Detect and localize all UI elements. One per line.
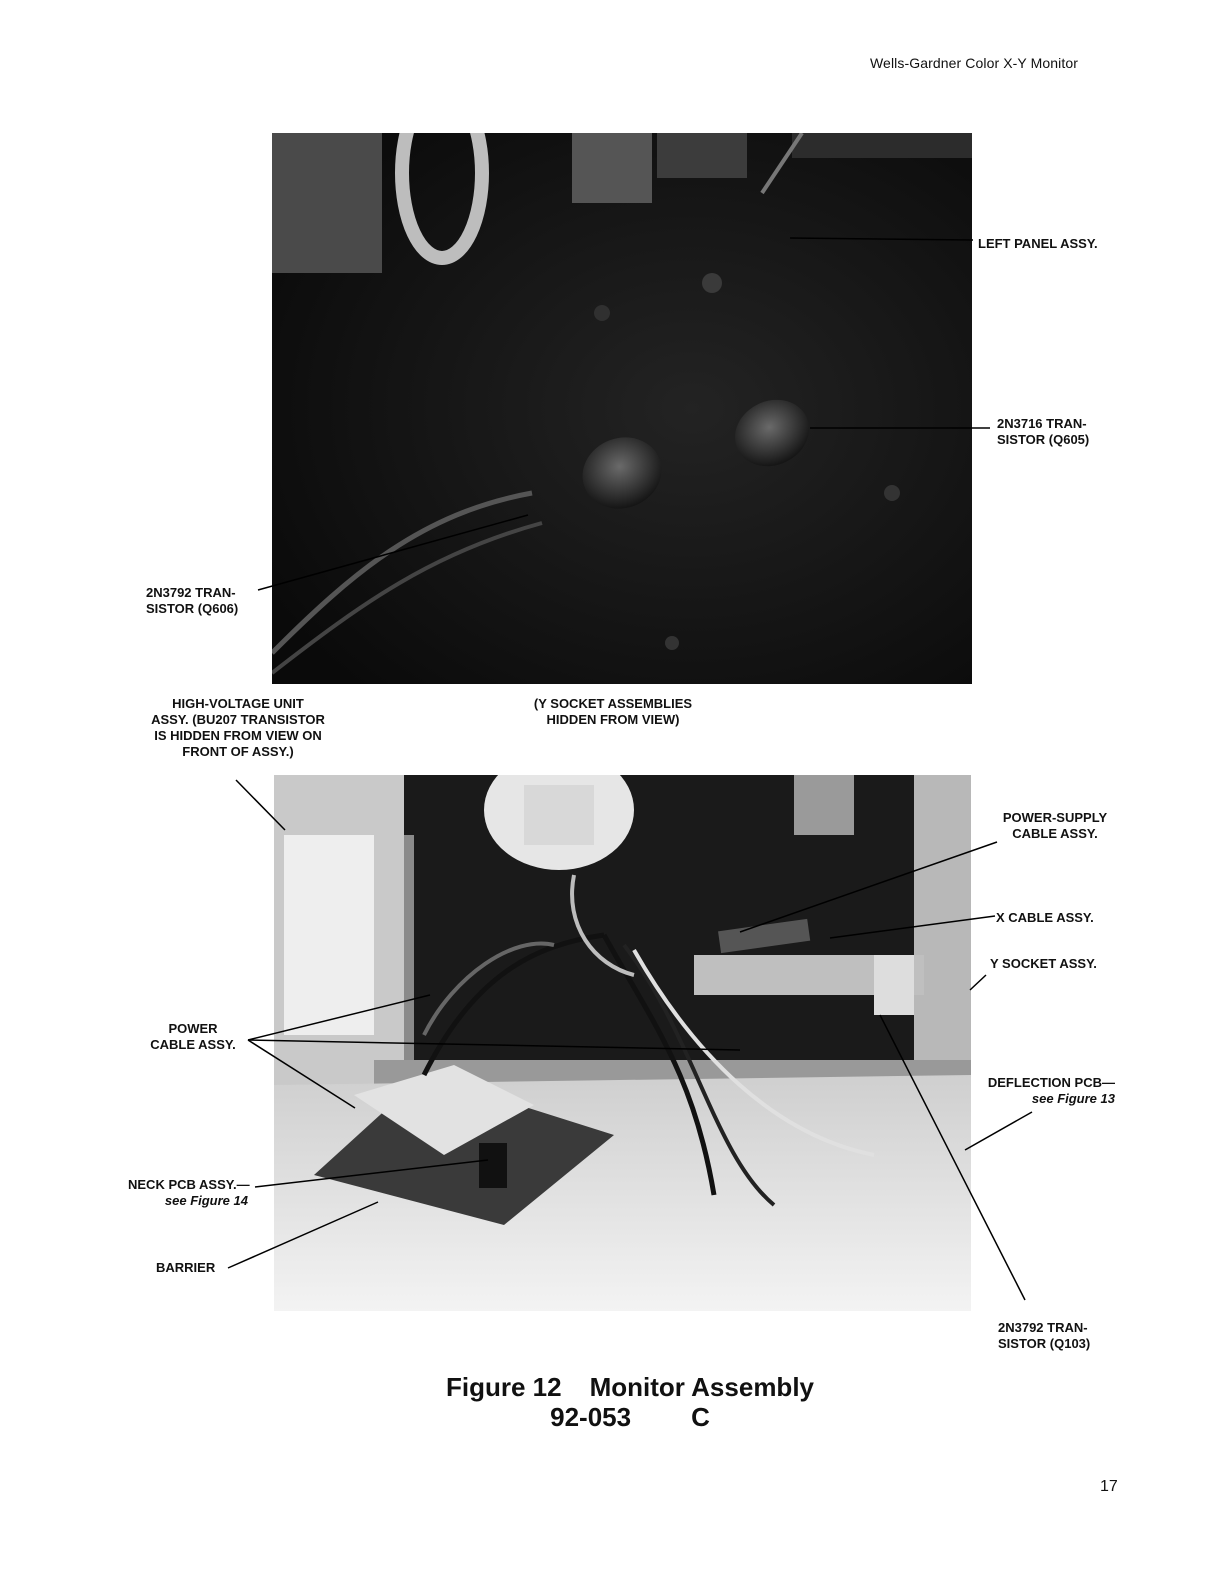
label-high-voltage-unit (128, 696, 348, 760)
bottom-photo-image (274, 775, 971, 1311)
figure-caption-part (380, 1402, 880, 1432)
label-q103 (998, 1320, 1090, 1352)
part-number: 92-053 (550, 1402, 632, 1432)
label-hv-line1: HIGH-VOLTAGE UNIT (172, 696, 304, 711)
label-deflection-line2: see Figure 13 (1031, 1091, 1115, 1106)
label-power-line2: CABLE ASSY. (150, 1037, 236, 1052)
label-neck-line1: NECK PCB ASSY.— (128, 1177, 250, 1192)
figure-number: Figure 12 (446, 1372, 562, 1402)
bottom-photo (274, 775, 971, 1311)
label-y-hidden-line1: (Y SOCKET ASSEMBLIES (533, 696, 693, 711)
label-q606 (146, 585, 238, 617)
label-q605-line1: 2N3716 TRAN- (997, 416, 1087, 431)
label-q605-line2: SISTOR (Q605) (997, 432, 1090, 447)
label-deflection-line1: DEFLECTION PCB— (987, 1075, 1115, 1090)
label-hv-line2: ASSY. (BU207 TRANSISTOR (151, 712, 325, 727)
label-neck-pcb (128, 1177, 248, 1209)
label-power-cable-assy (138, 1021, 248, 1053)
label-q103-line2: SISTOR (Q103) (998, 1336, 1091, 1351)
label-psu-line1: POWER-SUPPLY (1002, 810, 1108, 825)
label-deflection-pcb (975, 1075, 1115, 1107)
label-y-socket-assy: Y SOCKET ASSY. (990, 956, 1097, 971)
top-photo (272, 133, 972, 684)
running-header: Wells-Gardner Color X-Y Monitor (870, 55, 1078, 71)
figure-caption (380, 1372, 880, 1432)
figure-title: Monitor Assembly (589, 1372, 814, 1402)
label-barrier: BARRIER (156, 1260, 216, 1275)
label-hv-line4: FRONT OF ASSY.) (182, 744, 294, 759)
label-hv-line3: IS HIDDEN FROM VIEW ON (154, 728, 322, 743)
page-number: 17 (1100, 1478, 1118, 1495)
label-neck-line2: see Figure 14 (164, 1193, 248, 1208)
label-q606-line1: 2N3792 TRAN- (146, 585, 236, 600)
label-power-line1: POWER (168, 1021, 218, 1036)
label-y-socket-hidden (498, 696, 728, 728)
label-q103-line1: 2N3792 TRAN- (998, 1320, 1088, 1335)
label-psu-line2: CABLE ASSY. (1012, 826, 1098, 841)
label-x-cable-assy: X CABLE ASSY. (996, 910, 1094, 925)
label-q605 (997, 416, 1089, 448)
revision: C (691, 1402, 710, 1432)
label-q606-line2: SISTOR (Q606) (146, 601, 239, 616)
label-y-hidden-line2: HIDDEN FROM VIEW) (546, 712, 680, 727)
label-power-supply-cable (990, 810, 1120, 842)
figure-caption-title (380, 1372, 880, 1402)
label-left-panel-assy: LEFT PANEL ASSY. (978, 236, 1098, 251)
top-photo-image (272, 133, 972, 684)
